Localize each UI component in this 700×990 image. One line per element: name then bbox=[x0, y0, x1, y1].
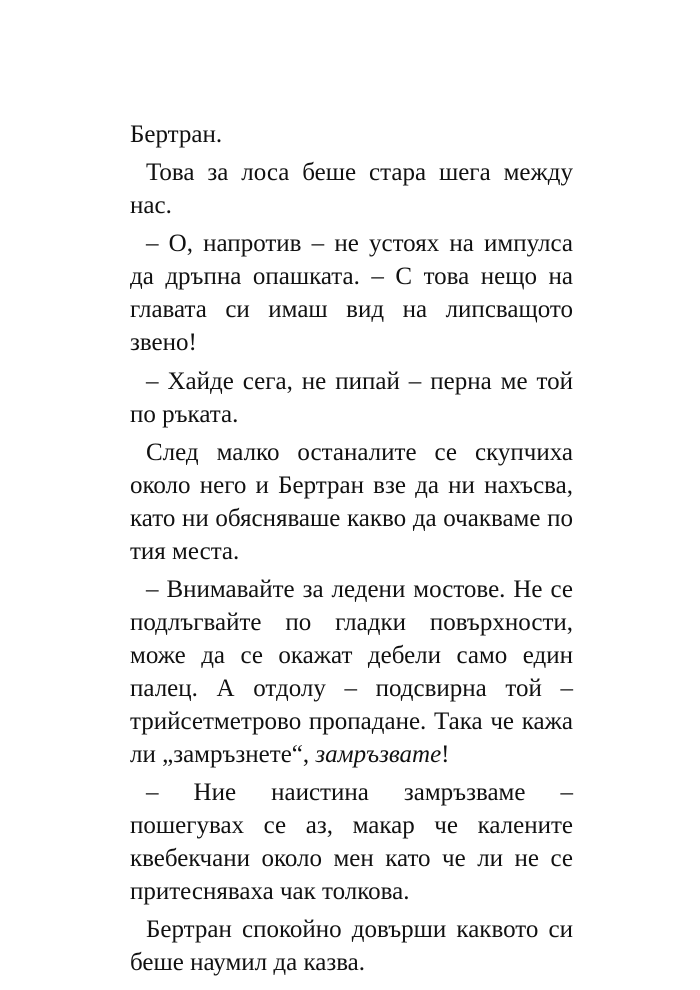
paragraph-3 bbox=[130, 227, 573, 359]
paragraph-text: ! bbox=[441, 740, 450, 768]
paragraph-7 bbox=[130, 776, 573, 908]
paragraph-4 bbox=[130, 365, 573, 431]
paragraph-text: – О, напротив – не устоях на импулса да дръпна опашката. – С това нещо на главата си имаш вид на липсващото звено! bbox=[130, 230, 573, 357]
paragraph-2 bbox=[130, 156, 573, 222]
paragraph-8 bbox=[130, 913, 573, 979]
paragraph-text: Това за лоса беше стара шега между нас. bbox=[130, 159, 573, 220]
paragraph-5 bbox=[130, 436, 573, 568]
paragraph-text: Бертран. bbox=[130, 121, 223, 148]
paragraph-text: – Внимавайте за ледени мостове. Не се подлъгвайте по гладки повърхности, може да се окажат дебели само един палец. А отдолу – подсвирна той – трийсетметрово пропадане. Така че кажа ли „замръзнете“, bbox=[130, 575, 573, 768]
paragraph-6 bbox=[130, 573, 573, 771]
paragraph-1 bbox=[130, 118, 573, 151]
paragraph-text: След малко останалите се скупчиха около него и Бертран взе да ни нахъсва, като ни обясняваше какво да очакваме по тия места. bbox=[130, 438, 573, 565]
paragraph-text: Бертран спокойно довърши каквото си беше наумил да казва. bbox=[130, 916, 573, 977]
italic-emphasis: замръзвате bbox=[315, 740, 442, 768]
paragraph-text: – Ние наистина замръзваме – пошегувах се аз, макар че калените квебекчани около мен като че ли не се притесняваха чак толкова. bbox=[130, 779, 573, 906]
paragraph-text: – Хайде сега, не пипай – перна ме той по ръката. bbox=[130, 367, 573, 428]
body-text bbox=[130, 118, 573, 979]
